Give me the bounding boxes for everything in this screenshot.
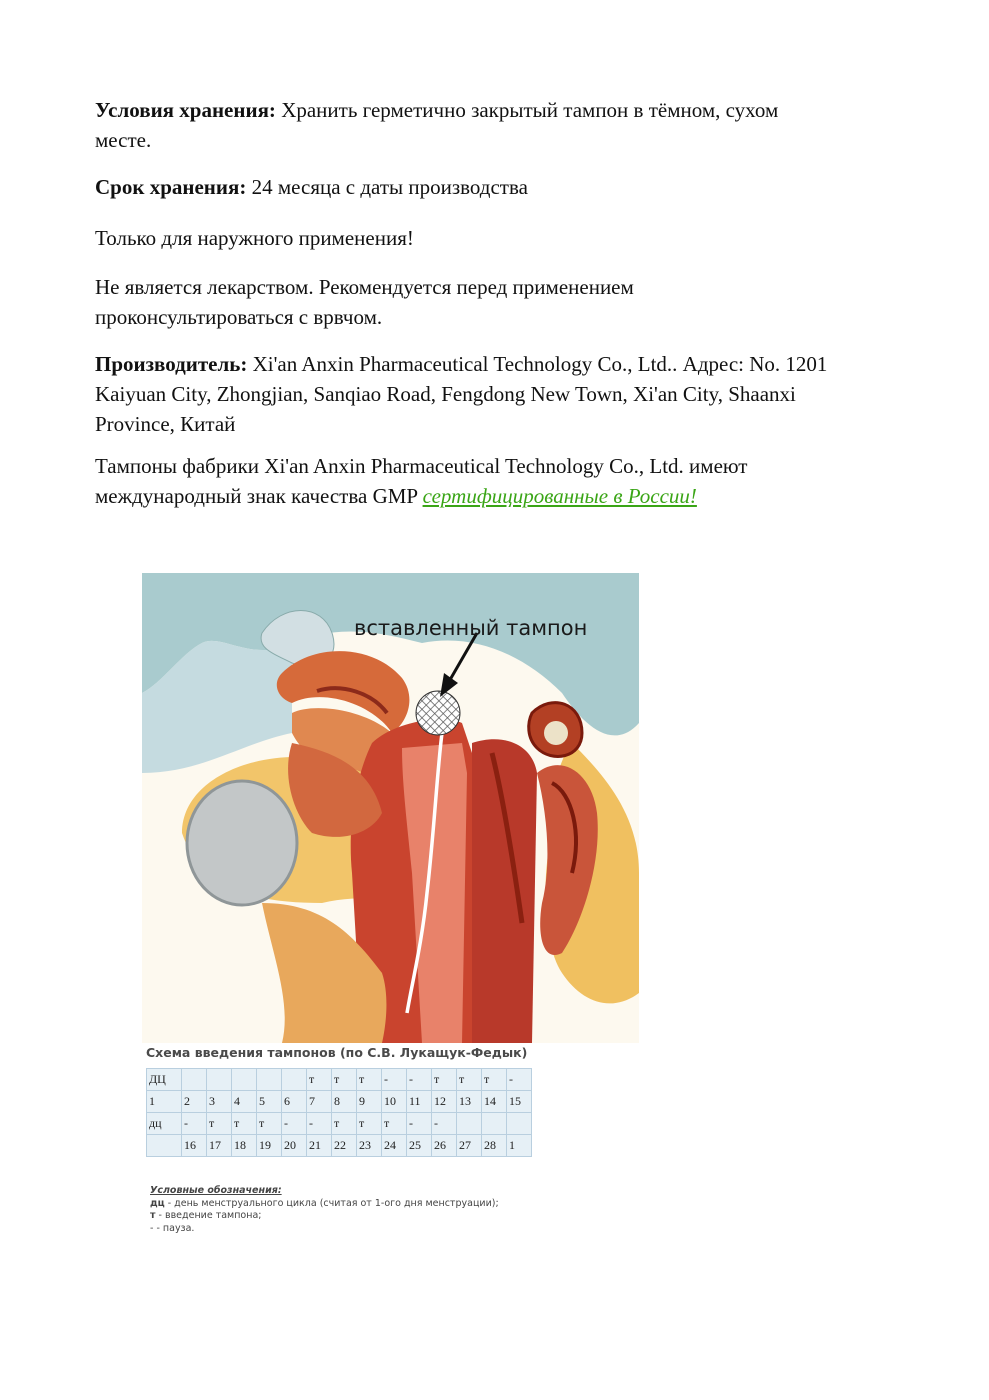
schedule-caption: Схема введения тампонов (по С.В. Лукащук-Федык) (146, 1045, 528, 1060)
schedule-cell: - (407, 1069, 432, 1091)
manufacturer-line3: Province, Китай (95, 412, 236, 436)
schedule-cell: - (432, 1113, 457, 1135)
gmp-certified-link[interactable]: сертифицированные в России! (422, 484, 697, 508)
schedule-cell: 16 (182, 1135, 207, 1157)
schedule-cell: 7 (307, 1091, 332, 1113)
schedule-cell: ДЦ (147, 1069, 182, 1091)
schedule-cell (232, 1069, 257, 1091)
legend-text: - введение тампона; (155, 1210, 262, 1221)
schedule-cell: т (382, 1113, 407, 1135)
manufacturer-line1: Xi'an Anxin Pharmaceutical Technology Co., Ltd.. Адрес: No. 1201 (247, 352, 828, 376)
schedule-cell: 4 (232, 1091, 257, 1113)
schedule-cell: т (432, 1069, 457, 1091)
anatomy-drawing (142, 573, 639, 1043)
schedule-cell: 27 (457, 1135, 482, 1157)
not-medicine-note (95, 272, 925, 332)
external-use-note: Только для наружного применения! (95, 226, 414, 250)
storage-text-cont: месте. (95, 128, 152, 152)
legend (150, 1185, 499, 1235)
schedule-cell: 3 (207, 1091, 232, 1113)
schedule-cell: 28 (482, 1135, 507, 1157)
manufacturer-line2: Kaiyuan City, Zhongjian, Sanqiao Road, Fengdong New Town, Xi'an City, Shaanxi (95, 382, 796, 406)
schedule-cell: т (357, 1113, 382, 1135)
legend-text: - день менструального цикла (считая от 1-ого дня менструации); (164, 1197, 499, 1209)
schedule-cell: т (207, 1113, 232, 1135)
schedule-row (147, 1091, 532, 1113)
gmp-line2: международный знак качества GMP (95, 484, 423, 508)
schedule-cell: - (407, 1113, 432, 1135)
schedule-cell: 23 (357, 1135, 382, 1157)
schedule-cell: - (507, 1069, 532, 1091)
schedule-cell: т (332, 1069, 357, 1091)
gmp-note (95, 451, 925, 511)
schedule-cell: 12 (432, 1091, 457, 1113)
schedule-cell: т (457, 1069, 482, 1091)
schedule-cell: 11 (407, 1091, 432, 1113)
schedule-cell: дц (147, 1113, 182, 1135)
schedule-cell (182, 1069, 207, 1091)
schedule-cell (207, 1069, 232, 1091)
not-medicine-line1: Не является лекарством. Рекомендуется перед применением (95, 275, 634, 299)
schedule-cell: - (182, 1113, 207, 1135)
schedule-cell: 13 (457, 1091, 482, 1113)
legend-key: дц (150, 1197, 165, 1209)
figure-label: вставленный тампон (354, 616, 588, 640)
schedule-cell: 26 (432, 1135, 457, 1157)
schedule-cell: 24 (382, 1135, 407, 1157)
legend-item (150, 1223, 499, 1236)
schedule-cell: 20 (282, 1135, 307, 1157)
schedule-cell: 1 (507, 1135, 532, 1157)
schedule-cell: - (382, 1069, 407, 1091)
schedule-cell (482, 1113, 507, 1135)
schedule-cell (147, 1135, 182, 1157)
schedule-cell: - (282, 1113, 307, 1135)
storage-label: Условия хранения: (95, 98, 276, 122)
manufacturer (95, 349, 925, 439)
legend-text: - пауза. (153, 1222, 195, 1234)
schedule-cell: 2 (182, 1091, 207, 1113)
legend-title: Условные обозначения: (150, 1185, 282, 1196)
schedule-cell: - (307, 1113, 332, 1135)
schedule-cell: 18 (232, 1135, 257, 1157)
not-medicine-line2: проконсультироваться с врвчом. (95, 305, 383, 329)
schedule-row (147, 1069, 532, 1091)
legend-item (150, 1198, 499, 1211)
schedule-row (147, 1113, 532, 1135)
schedule-cell: 9 (357, 1091, 382, 1113)
schedule-cell: т (357, 1069, 382, 1091)
legend-key: т (150, 1210, 156, 1221)
manufacturer-label: Производитель: (95, 352, 248, 376)
schedule-cell: 1 (147, 1091, 182, 1113)
schedule-cell: т (332, 1113, 357, 1135)
schedule-cell: 25 (407, 1135, 432, 1157)
schedule-cell: т (307, 1069, 332, 1091)
schedule-cell: 22 (332, 1135, 357, 1157)
schedule-cell (457, 1113, 482, 1135)
shelf-life-text: 24 месяца с даты производства (246, 175, 528, 199)
schedule-cell: т (482, 1069, 507, 1091)
gmp-line1: Тампоны фабрики Xi'an Anxin Pharmaceutical Technology Co., Ltd. имеют (95, 454, 748, 478)
schedule-cell: 5 (257, 1091, 282, 1113)
schedule-cell: 8 (332, 1091, 357, 1113)
schedule-row (147, 1135, 532, 1157)
schedule-cell: 6 (282, 1091, 307, 1113)
schedule-cell: 19 (257, 1135, 282, 1157)
legend-key: - (150, 1222, 154, 1234)
storage-text: Хранить герметично закрытый тампон в тёмном, сухом (275, 98, 779, 122)
schedule-cell: т (257, 1113, 282, 1135)
schedule-cell: 14 (482, 1091, 507, 1113)
legend-item (150, 1210, 499, 1223)
shelf-life-label: Срок хранения: (95, 175, 247, 199)
schedule-cell (257, 1069, 282, 1091)
schedule-cell (507, 1113, 532, 1135)
insertion-schedule-table (146, 1068, 532, 1157)
storage-conditions (95, 95, 925, 155)
schedule-cell (282, 1069, 307, 1091)
schedule-cell: 21 (307, 1135, 332, 1157)
schedule-cell: 15 (507, 1091, 532, 1113)
schedule-cell: 17 (207, 1135, 232, 1157)
anatomy-illustration (142, 573, 639, 1043)
shelf-life (95, 172, 925, 202)
schedule-cell: 10 (382, 1091, 407, 1113)
schedule-cell: т (232, 1113, 257, 1135)
